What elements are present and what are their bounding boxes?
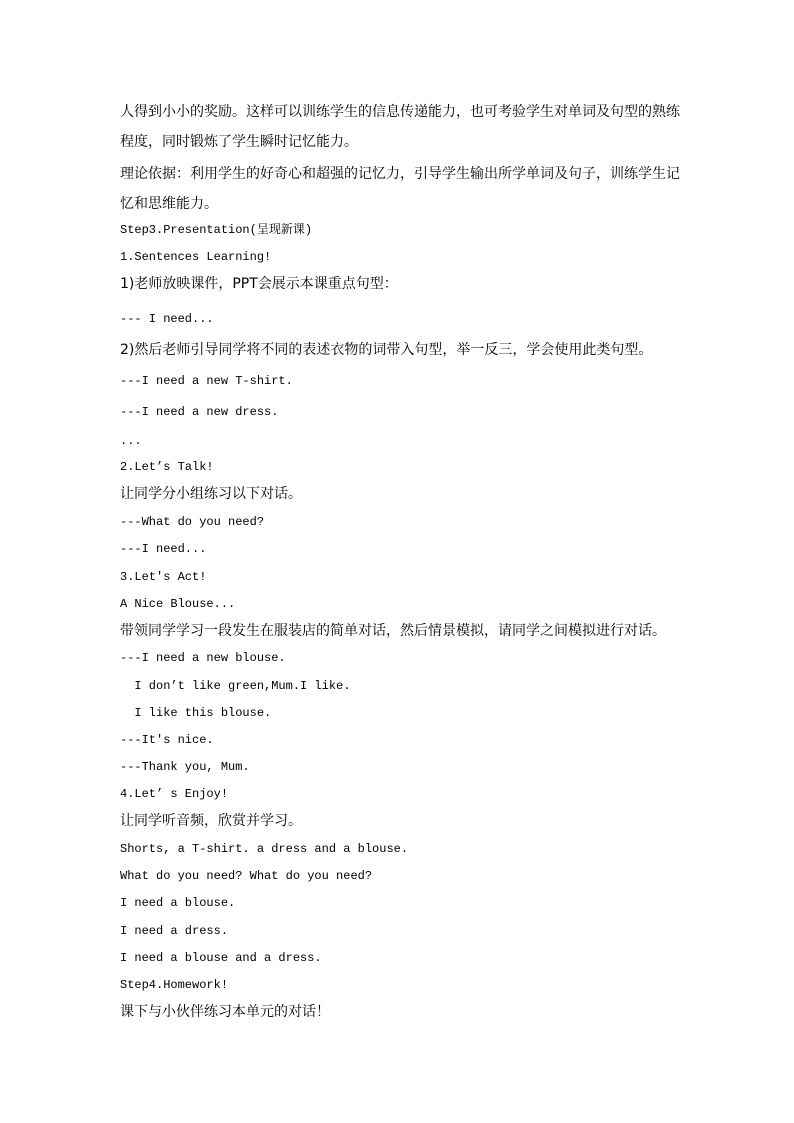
step-heading: Step4.Homework! — [120, 978, 229, 992]
text-line: 让同学分小组练习以下对话。 — [120, 486, 302, 502]
text-line: 带领同学学习一段发生在服装店的简单对话，然后情景模拟，请同学之间模拟进行对话。 — [120, 623, 666, 639]
text-line: 2)然后老师引导同学将不同的表述衣物的词带入句型，举一反三，学会使用此类句型。 — [120, 342, 653, 358]
text-line: 理论依据：利用学生的好奇心和超强的记忆力，引导学生输出所学单词及句子，训练学生记 — [120, 166, 680, 182]
dialogue-line: ---What do you need? — [120, 515, 265, 529]
dialogue-line: ---I need... — [120, 542, 207, 556]
section-heading: 3.Let's Act! — [120, 570, 207, 584]
song-line: I need a blouse. — [120, 896, 236, 910]
dialogue-line: --- I need... — [120, 312, 214, 326]
section-heading: 1.Sentences Learning! — [120, 250, 272, 264]
text-line: 让同学听音频，欣赏并学习。 — [120, 813, 302, 829]
dialogue-line: ---Thank you, Mum. — [120, 760, 250, 774]
song-line: I need a blouse and a dress. — [120, 951, 322, 965]
text-line: 程度，同时锻炼了学生瞬时记忆能力。 — [120, 134, 358, 150]
section-heading: 2.Let’s Talk! — [120, 460, 214, 474]
dialogue-line: I like this blouse. — [120, 706, 272, 720]
step-heading: Step3.Presentation(呈现新课) — [120, 223, 313, 237]
text-line: 1)老师放映课件，PPT会展示本课重点句型： — [120, 276, 398, 292]
song-line: I need a dress. — [120, 924, 229, 938]
text-line: 人得到小小的奖励。这样可以训练学生的信息传递能力，也可考验学生对单词及句型的熟练 — [120, 104, 680, 120]
song-line: Shorts, a T-shirt. a dress and a blouse. — [120, 842, 409, 856]
dialogue-line: I don’t like green,Mum.I like. — [120, 679, 351, 693]
ellipsis-line: ... — [120, 434, 142, 448]
dialogue-line: ---It's nice. — [120, 733, 214, 747]
dialogue-line: ---I need a new T-shirt. — [120, 374, 293, 388]
song-line: What do you need? What do you need? — [120, 869, 373, 883]
text-line: 忆和思维能力。 — [120, 196, 218, 212]
section-heading: 4.Let’ s Enjoy! — [120, 787, 229, 801]
text-line: 课下与小伙伴练习本单元的对话！ — [120, 1004, 330, 1020]
dialogue-title: A Nice Blouse... — [120, 597, 236, 611]
dialogue-line: ---I need a new dress. — [120, 405, 279, 419]
dialogue-line: ---I need a new blouse. — [120, 651, 286, 665]
